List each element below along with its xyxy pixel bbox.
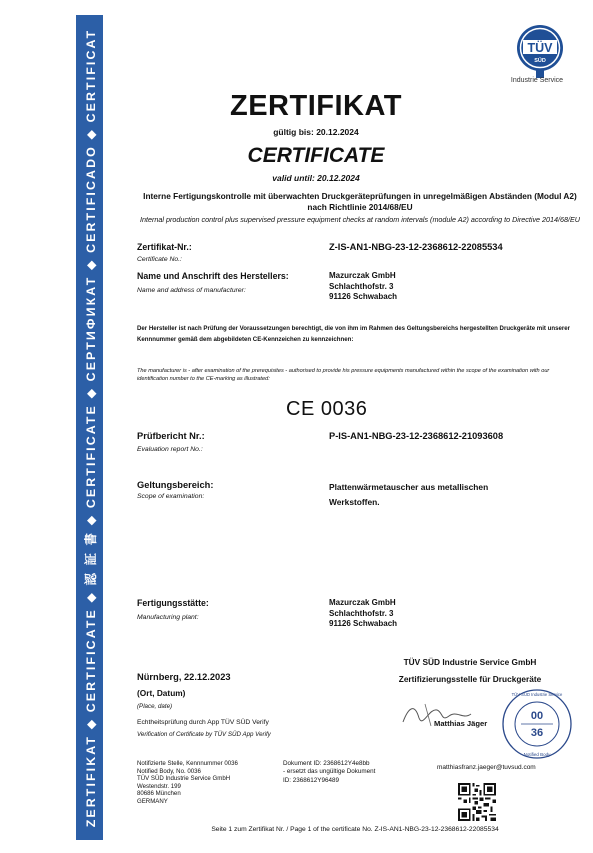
svg-text:Notified Body: Notified Body — [523, 752, 551, 757]
logo-caption: Industrie Service — [510, 77, 564, 84]
issuer-org: TÜV SÜD Industrie Service GmbH — [403, 657, 537, 667]
ce-mark: CE 0036 — [286, 398, 368, 420]
svg-text:TÜV SÜD Industrie Service: TÜV SÜD Industrie Service — [511, 692, 563, 697]
plant-line: 91126 Schwabach — [329, 619, 398, 628]
valid-until-english: valid until: 20.12.2024 — [272, 173, 360, 183]
document-line: Dokument ID: 2368612Y4e8bb — [283, 760, 370, 767]
place-date-label-en: (Place, date) — [137, 703, 173, 710]
place-date-label: (Ort, Datum) — [137, 688, 186, 698]
vertical-certificate-band — [76, 15, 103, 840]
certificate-no-value: Z-IS-AN1-NBG-23-12-2368612-22085534 — [329, 242, 503, 252]
scope-line: Werkstoffen. — [329, 497, 380, 507]
title-english: CERTIFICATE — [247, 144, 385, 167]
notified-body-line: 80686 München — [137, 790, 181, 798]
band-text: ZERTIFIKAT ◆ CERTIFICATE ◆ 認 証 書 ◆ CERTIFICATE ◆ СЕРТИФИКАТ ◆ CERTIFICADO ◆ CERTIFICAT — [83, 28, 98, 827]
plant-line: Schlachthofstr. 3 — [329, 608, 394, 618]
tuv-logo-icon — [510, 22, 570, 84]
issuer-email[interactable]: matthiasfranz.jaeger@tuvsud.com — [437, 764, 536, 771]
signer-name: Matthias Jäger — [434, 719, 488, 728]
notified-body-line: TÜV SÜD Industrie Service GmbH — [137, 775, 231, 783]
manufacturer-label: Name und Anschrift des Herstellers: — [137, 271, 289, 281]
plant-line: Mazurczak GmbH — [329, 598, 396, 607]
notified-body-line: Notifizierte Stelle, Kennnummer 0036 — [137, 760, 238, 767]
certificate-no-label: Zertifikat-Nr.: — [137, 242, 192, 252]
scope-value — [329, 480, 488, 510]
place-date-value: Nürnberg, 22.12.2023 — [137, 672, 231, 682]
manufacturer-line: 91126 Schwabach — [329, 292, 398, 301]
plant-label: Fertigungsstätte: — [137, 598, 209, 608]
document-id-block — [283, 760, 375, 785]
title-german: ZERTIFIKAT — [230, 90, 402, 122]
description-german: Interne Fertigungskontrolle mit überwachten Druckgeräteprüfungen in unregelmäßigen Abständen (Modul A2) nach Richtlinie 2014/68/EU — [143, 191, 577, 212]
notified-body-line: Westendstr. 199 — [137, 782, 181, 790]
manufacturer-label-en: Name and address of manufacturer: — [137, 287, 246, 294]
statement-english: The manufacturer is - after examination of the prerequisites - authorised to provide his pressure equipments manufactured within the scope of the examination with our identification number to the CE-marking as illustrated: — [137, 368, 550, 382]
plant-label-en: Manufacturing plant: — [137, 614, 199, 621]
svg-text:TÜV: TÜV — [527, 41, 553, 55]
page-footer: Seite 1 zum Zertifikat Nr. / Page 1 of the certificate No. Z-IS-AN1-NBG-23-12-2368612-22085534 — [211, 826, 499, 833]
plant-address — [329, 598, 397, 630]
certificate-no-label-en: Certificate No.: — [137, 256, 182, 263]
valid-until-german: gültig bis: 20.12.2024 — [273, 127, 359, 137]
document-line: ID: 2368612Y96489 — [283, 776, 340, 784]
manufacturer-line: Schlachthofstr. 3 — [329, 281, 394, 291]
verify-english: Verification of Certificate by TÜV SÜD App Verify — [137, 731, 271, 738]
notified-body-stamp-icon — [497, 686, 577, 762]
svg-text:00: 00 — [530, 710, 544, 722]
statement-german: Der Hersteller ist nach Prüfung der Voraussetzungen berechtigt, die von ihm im Rahmen des Geltungsbereichs hergestellten Druckgeräte mit unserer Kennnummer gemäß dem abgebildeten CE-Kennzeichen zu kennzeichnen: — [137, 325, 570, 343]
notified-body-line: Notified Body, No. 0036 — [137, 767, 201, 775]
verify-german: Echtheitsprüfung durch App TÜV SÜD Verify — [137, 719, 269, 726]
report-no-value: P-IS-AN1-NBG-23-12-2368612-21093608 — [329, 431, 504, 441]
scope-line: Plattenwärmetauscher aus metallischen — [329, 482, 489, 492]
svg-text:36: 36 — [530, 727, 544, 739]
notified-body-block — [137, 760, 238, 806]
svg-text:SÜD: SÜD — [534, 58, 546, 64]
scope-label: Geltungsbereich: — [137, 480, 214, 490]
notified-body-line: GERMANY — [137, 797, 168, 805]
qr-code-icon[interactable] — [458, 783, 496, 821]
manufacturer-line: Mazurczak GmbH — [329, 271, 396, 280]
manufacturer-address — [329, 271, 397, 303]
report-no-label-en: Evaluation report No.: — [137, 446, 203, 453]
document-line: - ersetzt das ungültige Dokument — [283, 768, 376, 776]
scope-label-en: Scope of examination: — [137, 493, 205, 500]
report-no-label: Prüfbericht Nr.: — [137, 431, 205, 441]
description-english: Internal production control plus supervised pressure equipment checks at random intervals (module A2) according to Directive 2014/68/EU — [140, 215, 580, 224]
issuer-dept: Zertifizierungsstelle für Druckgeräte — [398, 674, 542, 684]
